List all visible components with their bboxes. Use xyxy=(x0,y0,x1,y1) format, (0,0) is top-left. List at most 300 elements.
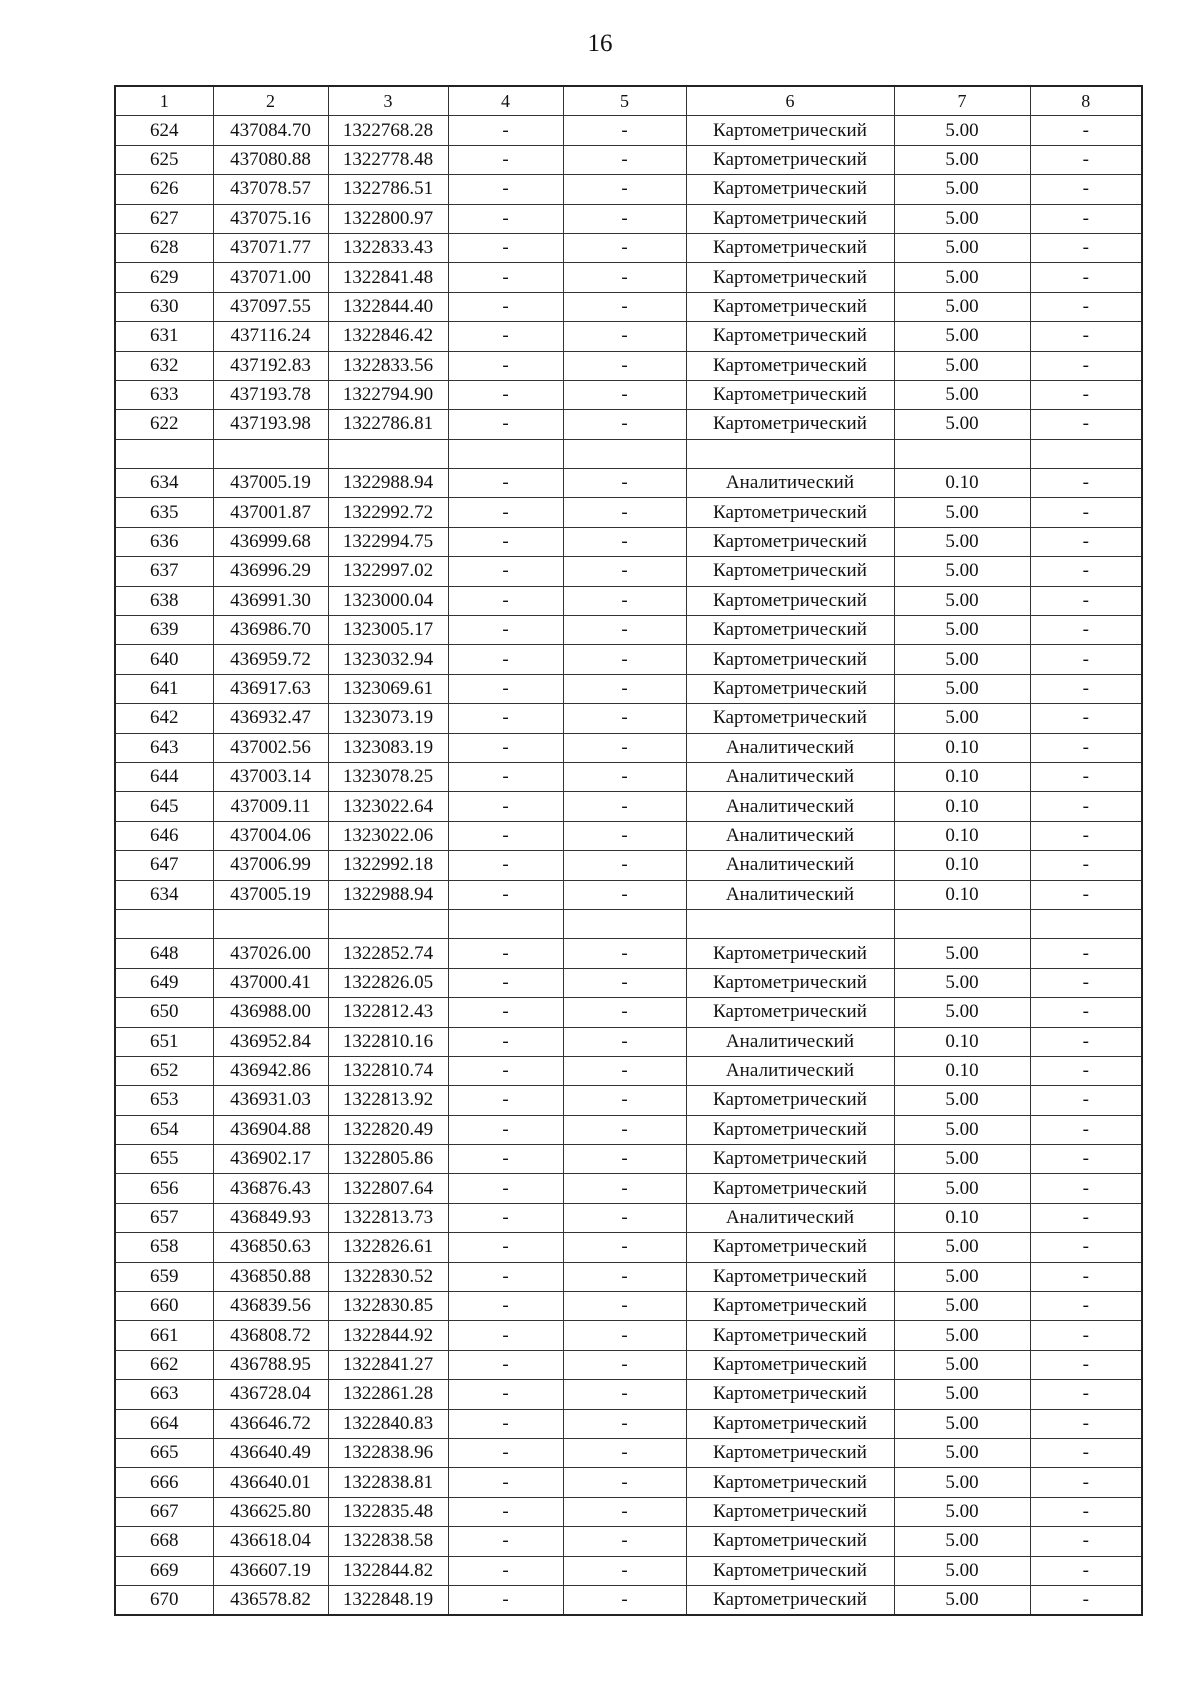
table-cell: 5.00 xyxy=(894,1262,1030,1291)
table-cell: 1322848.19 xyxy=(328,1585,448,1615)
table-cell: 663 xyxy=(115,1380,213,1409)
table-cell: - xyxy=(563,1380,686,1409)
table-cell: 662 xyxy=(115,1350,213,1379)
table-cell: - xyxy=(1030,792,1142,821)
table-cell xyxy=(448,439,563,468)
table-cell: Картометрический xyxy=(686,116,894,145)
table-cell: - xyxy=(1030,880,1142,909)
table-cell: - xyxy=(1030,1380,1142,1409)
table-cell: 1322778.48 xyxy=(328,145,448,174)
table-cell: - xyxy=(1030,498,1142,527)
table-cell xyxy=(115,909,213,938)
table-row xyxy=(115,1262,1142,1291)
table-cell: 634 xyxy=(115,880,213,909)
table-cell: 1322813.73 xyxy=(328,1203,448,1232)
table-cell: 1322830.85 xyxy=(328,1292,448,1321)
table-cell: - xyxy=(1030,1556,1142,1585)
table-cell: - xyxy=(1030,1468,1142,1497)
table-cell: 1322833.43 xyxy=(328,233,448,262)
table-cell: 659 xyxy=(115,1262,213,1291)
table-cell: 1322830.52 xyxy=(328,1262,448,1291)
table-cell: 436646.72 xyxy=(213,1409,328,1438)
table-cell: Картометрический xyxy=(686,557,894,586)
table-cell: - xyxy=(448,1115,563,1144)
table-cell: 639 xyxy=(115,616,213,645)
table-cell: 0.10 xyxy=(894,762,1030,791)
table-row xyxy=(115,1380,1142,1409)
table-cell: 5.00 xyxy=(894,616,1030,645)
table-cell: - xyxy=(448,204,563,233)
table-cell: 5.00 xyxy=(894,1468,1030,1497)
table-cell: Аналитический xyxy=(686,469,894,498)
table-row xyxy=(115,498,1142,527)
table-row xyxy=(115,1321,1142,1350)
table-cell: Аналитический xyxy=(686,821,894,850)
table-cell: 664 xyxy=(115,1409,213,1438)
table-cell: 651 xyxy=(115,1027,213,1056)
table-cell: - xyxy=(563,1497,686,1526)
table-cell: 626 xyxy=(115,175,213,204)
table-row xyxy=(115,733,1142,762)
table-cell: - xyxy=(1030,322,1142,351)
table-cell: 437075.16 xyxy=(213,204,328,233)
table-cell: 436808.72 xyxy=(213,1321,328,1350)
table-cell xyxy=(894,909,1030,938)
table-cell: 648 xyxy=(115,939,213,968)
table-cell: 1323022.64 xyxy=(328,792,448,821)
table-cell: 5.00 xyxy=(894,1115,1030,1144)
table-row xyxy=(115,116,1142,145)
table-row xyxy=(115,645,1142,674)
table-cell: - xyxy=(1030,1409,1142,1438)
table-cell: - xyxy=(448,998,563,1027)
table-cell: - xyxy=(563,1468,686,1497)
table-cell: Аналитический xyxy=(686,1056,894,1085)
table-cell: 1322861.28 xyxy=(328,1380,448,1409)
table-cell: 5.00 xyxy=(894,1145,1030,1174)
table-cell: 436932.47 xyxy=(213,704,328,733)
table-cell: 630 xyxy=(115,292,213,321)
table-cell: 436931.03 xyxy=(213,1086,328,1115)
table-cell: 1322840.83 xyxy=(328,1409,448,1438)
table-cell: 5.00 xyxy=(894,586,1030,615)
table-row xyxy=(115,1115,1142,1144)
table-row xyxy=(115,439,1142,468)
table-cell: - xyxy=(448,1409,563,1438)
table-row xyxy=(115,1086,1142,1115)
table-cell: - xyxy=(563,1027,686,1056)
table-cell: 644 xyxy=(115,762,213,791)
table-cell: 5.00 xyxy=(894,704,1030,733)
table-cell: 655 xyxy=(115,1145,213,1174)
table-cell: 669 xyxy=(115,1556,213,1585)
table-cell: 661 xyxy=(115,1321,213,1350)
table-cell: 437003.14 xyxy=(213,762,328,791)
table-cell: 5.00 xyxy=(894,145,1030,174)
table-cell: 1322833.56 xyxy=(328,351,448,380)
table-cell: 5.00 xyxy=(894,322,1030,351)
table-cell: 652 xyxy=(115,1056,213,1085)
table-cell: - xyxy=(448,1145,563,1174)
table-cell: Аналитический xyxy=(686,733,894,762)
table-cell: Картометрический xyxy=(686,292,894,321)
table-cell: Картометрический xyxy=(686,968,894,997)
table-row xyxy=(115,469,1142,498)
table-cell: 1322800.97 xyxy=(328,204,448,233)
table-cell: 1323000.04 xyxy=(328,586,448,615)
table-cell: 0.10 xyxy=(894,792,1030,821)
table-cell: - xyxy=(563,645,686,674)
table-row xyxy=(115,1468,1142,1497)
table-cell: - xyxy=(448,733,563,762)
table-cell: 1322992.72 xyxy=(328,498,448,527)
table-row xyxy=(115,1409,1142,1438)
table-row xyxy=(115,939,1142,968)
table-cell: - xyxy=(563,233,686,262)
table-cell: 667 xyxy=(115,1497,213,1526)
table-cell: - xyxy=(1030,380,1142,409)
table-cell: 437084.70 xyxy=(213,116,328,145)
table-cell: - xyxy=(563,1321,686,1350)
table-cell: - xyxy=(563,1262,686,1291)
table-row xyxy=(115,704,1142,733)
table-cell: 1323073.19 xyxy=(328,704,448,733)
table-row xyxy=(115,1585,1142,1615)
table-body xyxy=(115,116,1142,1615)
table-cell: 1322852.74 xyxy=(328,939,448,968)
table-cell: - xyxy=(563,792,686,821)
table-cell: 436625.80 xyxy=(213,1497,328,1526)
table-cell: Аналитический xyxy=(686,792,894,821)
table-cell: - xyxy=(448,380,563,409)
table-cell: 5.00 xyxy=(894,351,1030,380)
table-row xyxy=(115,1027,1142,1056)
table-cell: 5.00 xyxy=(894,645,1030,674)
table-cell: - xyxy=(1030,1203,1142,1232)
table-cell: - xyxy=(563,674,686,703)
table-cell: 436902.17 xyxy=(213,1145,328,1174)
table-cell: - xyxy=(448,1380,563,1409)
table-cell: 1322835.48 xyxy=(328,1497,448,1526)
table-cell: - xyxy=(563,527,686,556)
table-cell: 436728.04 xyxy=(213,1380,328,1409)
table-cell: - xyxy=(563,322,686,351)
table-row xyxy=(115,1056,1142,1085)
table-cell: - xyxy=(563,1292,686,1321)
table-cell: - xyxy=(563,939,686,968)
table-cell: - xyxy=(1030,851,1142,880)
table-cell: 436917.63 xyxy=(213,674,328,703)
table-cell: Аналитический xyxy=(686,1203,894,1232)
table-cell: 437097.55 xyxy=(213,292,328,321)
table-cell xyxy=(448,909,563,938)
column-header: 5 xyxy=(563,86,686,116)
table-row xyxy=(115,204,1142,233)
table-cell: - xyxy=(563,204,686,233)
table-row xyxy=(115,792,1142,821)
table-cell: - xyxy=(448,1174,563,1203)
column-header: 1 xyxy=(115,86,213,116)
table-cell: Картометрический xyxy=(686,145,894,174)
table-cell: 5.00 xyxy=(894,1585,1030,1615)
table-cell: 1322846.42 xyxy=(328,322,448,351)
table-cell: - xyxy=(448,1292,563,1321)
table-cell: Аналитический xyxy=(686,851,894,880)
table-cell: Картометрический xyxy=(686,498,894,527)
table-cell: 670 xyxy=(115,1585,213,1615)
table-cell: 1323069.61 xyxy=(328,674,448,703)
table-cell: 0.10 xyxy=(894,1203,1030,1232)
table-cell: - xyxy=(448,1203,563,1232)
table-cell: 1322988.94 xyxy=(328,880,448,909)
table-cell: - xyxy=(448,1438,563,1467)
table-cell: - xyxy=(1030,1174,1142,1203)
table-cell: - xyxy=(1030,116,1142,145)
table-cell: 436991.30 xyxy=(213,586,328,615)
table-cell: - xyxy=(448,1056,563,1085)
table-cell: 638 xyxy=(115,586,213,615)
table-cell: Картометрический xyxy=(686,380,894,409)
table-cell: - xyxy=(1030,410,1142,439)
table-cell: 437006.99 xyxy=(213,851,328,880)
table-cell: 5.00 xyxy=(894,1438,1030,1467)
table-cell: - xyxy=(563,1233,686,1262)
table-cell xyxy=(328,909,448,938)
table-cell: 1322794.90 xyxy=(328,380,448,409)
table-cell: 0.10 xyxy=(894,821,1030,850)
table-row xyxy=(115,880,1142,909)
table-cell: 1322992.18 xyxy=(328,851,448,880)
table-cell: 657 xyxy=(115,1203,213,1232)
table-row xyxy=(115,557,1142,586)
table-cell: 654 xyxy=(115,1115,213,1144)
table-cell: 437193.98 xyxy=(213,410,328,439)
table-cell: - xyxy=(448,968,563,997)
table-cell xyxy=(115,439,213,468)
table-cell: 636 xyxy=(115,527,213,556)
table-cell: - xyxy=(1030,1145,1142,1174)
table-cell: - xyxy=(448,351,563,380)
table-cell: - xyxy=(448,1556,563,1585)
table-cell: - xyxy=(448,1321,563,1350)
table-cell: Картометрический xyxy=(686,1145,894,1174)
table-header-row xyxy=(115,86,1142,116)
coordinates-table xyxy=(114,85,1143,1616)
table-cell: Картометрический xyxy=(686,1468,894,1497)
table-cell: - xyxy=(1030,292,1142,321)
table-cell: Картометрический xyxy=(686,351,894,380)
table-cell: - xyxy=(448,821,563,850)
table-cell: - xyxy=(1030,204,1142,233)
table-cell: - xyxy=(448,527,563,556)
table-cell: 668 xyxy=(115,1527,213,1556)
table-cell: 436988.00 xyxy=(213,998,328,1027)
table-cell: - xyxy=(563,116,686,145)
table-cell: Картометрический xyxy=(686,1380,894,1409)
table-row xyxy=(115,851,1142,880)
table-cell: 1322841.48 xyxy=(328,263,448,292)
table-cell: - xyxy=(563,1145,686,1174)
table-cell: Аналитический xyxy=(686,762,894,791)
table-cell: 1323022.06 xyxy=(328,821,448,850)
table-row xyxy=(115,322,1142,351)
table-cell: 5.00 xyxy=(894,1350,1030,1379)
table-cell: Картометрический xyxy=(686,998,894,1027)
table-cell: 642 xyxy=(115,704,213,733)
table-cell: 633 xyxy=(115,380,213,409)
table-cell: 1322826.05 xyxy=(328,968,448,997)
table-cell: - xyxy=(1030,557,1142,586)
table-cell: 5.00 xyxy=(894,557,1030,586)
table-cell: - xyxy=(448,263,563,292)
table-cell: - xyxy=(448,1527,563,1556)
table-cell: 436996.29 xyxy=(213,557,328,586)
table-cell: Картометрический xyxy=(686,1556,894,1585)
table-cell: - xyxy=(563,498,686,527)
table-cell: Картометрический xyxy=(686,527,894,556)
column-header: 8 xyxy=(1030,86,1142,116)
table-cell: - xyxy=(563,880,686,909)
table-row xyxy=(115,292,1142,321)
table-cell: 436952.84 xyxy=(213,1027,328,1056)
table-cell: Картометрический xyxy=(686,939,894,968)
table-cell: - xyxy=(1030,351,1142,380)
table-cell: 1323078.25 xyxy=(328,762,448,791)
table-cell: 437001.87 xyxy=(213,498,328,527)
table-cell: 436640.01 xyxy=(213,1468,328,1497)
table-cell: 665 xyxy=(115,1438,213,1467)
table-cell: - xyxy=(1030,175,1142,204)
table-cell: Картометрический xyxy=(686,1527,894,1556)
table-cell: - xyxy=(448,1468,563,1497)
table-cell: - xyxy=(448,322,563,351)
table-cell: 5.00 xyxy=(894,1321,1030,1350)
table-cell: 1322810.16 xyxy=(328,1027,448,1056)
table-cell: 436942.86 xyxy=(213,1056,328,1085)
table-cell: - xyxy=(1030,1115,1142,1144)
table-cell: - xyxy=(1030,939,1142,968)
table-cell xyxy=(686,909,894,938)
table-cell xyxy=(328,439,448,468)
table-cell: - xyxy=(448,1262,563,1291)
table-cell: Картометрический xyxy=(686,1115,894,1144)
table-cell: 1322997.02 xyxy=(328,557,448,586)
table-cell: - xyxy=(448,410,563,439)
table-cell: - xyxy=(448,792,563,821)
table-row xyxy=(115,674,1142,703)
table-cell: - xyxy=(1030,998,1142,1027)
table-cell: - xyxy=(448,1233,563,1262)
table-cell: 1322994.75 xyxy=(328,527,448,556)
table-cell xyxy=(1030,909,1142,938)
table-cell: - xyxy=(563,704,686,733)
table-cell: - xyxy=(563,968,686,997)
table-cell: - xyxy=(563,998,686,1027)
table-cell xyxy=(563,439,686,468)
table-cell: - xyxy=(563,1556,686,1585)
table-cell: 5.00 xyxy=(894,410,1030,439)
table-cell: - xyxy=(448,674,563,703)
table-cell: 643 xyxy=(115,733,213,762)
table-cell: 436839.56 xyxy=(213,1292,328,1321)
table-row xyxy=(115,1292,1142,1321)
table-cell: 1322844.40 xyxy=(328,292,448,321)
table-cell: - xyxy=(1030,527,1142,556)
column-header: 3 xyxy=(328,86,448,116)
table-cell: 436640.49 xyxy=(213,1438,328,1467)
table-row xyxy=(115,616,1142,645)
table-cell: 437004.06 xyxy=(213,821,328,850)
table-cell: 436578.82 xyxy=(213,1585,328,1615)
table-cell: - xyxy=(563,762,686,791)
table-cell: - xyxy=(563,145,686,174)
table-cell: 646 xyxy=(115,821,213,850)
table-cell: - xyxy=(1030,674,1142,703)
table-cell: - xyxy=(563,851,686,880)
table-row xyxy=(115,1233,1142,1262)
table-row xyxy=(115,1203,1142,1232)
table-cell: 436986.70 xyxy=(213,616,328,645)
table-cell: 624 xyxy=(115,116,213,145)
table-cell: 0.10 xyxy=(894,880,1030,909)
table-cell: 660 xyxy=(115,1292,213,1321)
table-row xyxy=(115,351,1142,380)
table-cell: - xyxy=(563,733,686,762)
table-cell: Картометрический xyxy=(686,204,894,233)
table-cell: - xyxy=(448,586,563,615)
table-cell: 1322813.92 xyxy=(328,1086,448,1115)
table-cell: - xyxy=(563,469,686,498)
table-row xyxy=(115,380,1142,409)
table-row xyxy=(115,821,1142,850)
table-cell: 5.00 xyxy=(894,1497,1030,1526)
table-cell: - xyxy=(1030,1086,1142,1115)
table-cell: 1322844.82 xyxy=(328,1556,448,1585)
table-cell: 666 xyxy=(115,1468,213,1497)
table-cell: - xyxy=(1030,1497,1142,1526)
table-cell: - xyxy=(448,175,563,204)
table-cell: - xyxy=(563,1086,686,1115)
table-cell: - xyxy=(1030,1262,1142,1291)
table-cell xyxy=(213,439,328,468)
table-cell: - xyxy=(1030,733,1142,762)
table-cell: Картометрический xyxy=(686,704,894,733)
table-cell: 437078.57 xyxy=(213,175,328,204)
table-cell: 1322812.43 xyxy=(328,998,448,1027)
table-cell: Картометрический xyxy=(686,1585,894,1615)
table-cell: 1322786.81 xyxy=(328,410,448,439)
table-cell: 625 xyxy=(115,145,213,174)
table-cell: 5.00 xyxy=(894,674,1030,703)
table-cell: - xyxy=(1030,469,1142,498)
table-cell: 437005.19 xyxy=(213,469,328,498)
table-cell: 0.10 xyxy=(894,1056,1030,1085)
table-cell: Аналитический xyxy=(686,1027,894,1056)
table-cell: Картометрический xyxy=(686,175,894,204)
table-row xyxy=(115,909,1142,938)
table-cell: - xyxy=(448,557,563,586)
table-cell: 631 xyxy=(115,322,213,351)
table-cell: 1322988.94 xyxy=(328,469,448,498)
table-cell: - xyxy=(1030,1056,1142,1085)
table-cell: - xyxy=(448,1350,563,1379)
table-cell: - xyxy=(563,1585,686,1615)
table-cell: 637 xyxy=(115,557,213,586)
table-cell: 649 xyxy=(115,968,213,997)
table-cell: - xyxy=(563,557,686,586)
table-row xyxy=(115,968,1142,997)
table-cell: 437026.00 xyxy=(213,939,328,968)
